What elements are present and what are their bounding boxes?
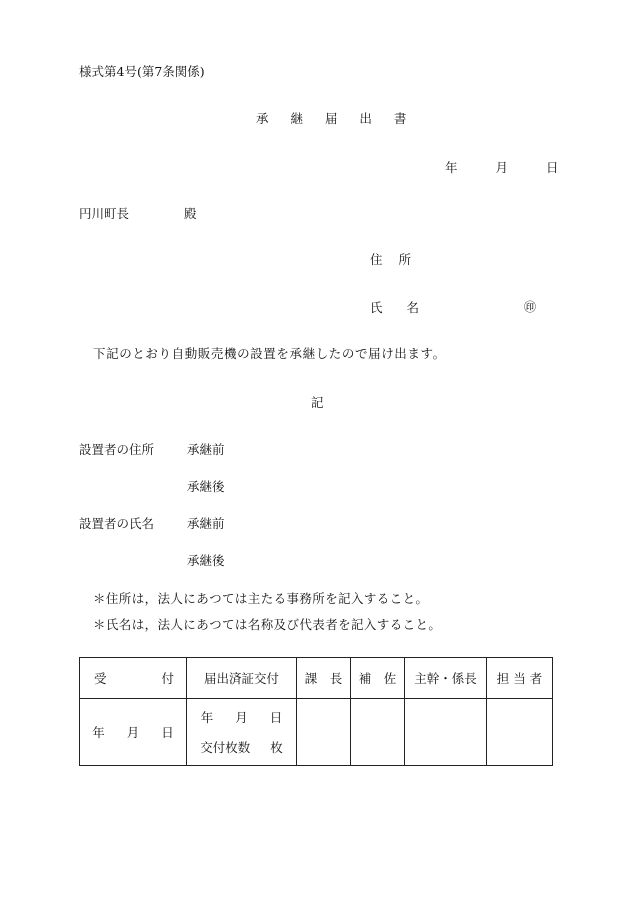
installer-address-before: 承継前: [187, 442, 225, 457]
received-month: 月: [126, 725, 140, 740]
staff-header: 担 当 者: [487, 658, 553, 699]
submission-date: [445, 162, 558, 175]
chief-clerk-stamp-cell: [405, 699, 487, 766]
section-chief-header: 課 長: [297, 658, 351, 699]
received-day: 日: [161, 725, 174, 740]
issued-header: 届出済証交付: [187, 658, 297, 699]
note-name: ＊氏名は，法人にあつては名称及び代表者を記入すること。: [93, 617, 442, 632]
installer-address-label: 設置者の住所: [79, 442, 155, 457]
date-day: 日: [545, 160, 559, 175]
chief-clerk-header: 主幹・係長: [405, 658, 487, 699]
office-use-table: [79, 657, 553, 766]
document-title: 承 継 届 出 書: [256, 111, 416, 126]
received-date-cell: [80, 699, 187, 766]
body-text: 下記のとおり自動販売機の設置を承継したので届け出ます。: [93, 346, 446, 361]
installer-name-label: 設置者の氏名: [79, 516, 155, 531]
applicant-name-label: 氏 名: [370, 300, 429, 315]
staff-stamp-cell: [487, 699, 553, 766]
assistant-header: 補 佐: [351, 658, 405, 699]
applicant-address-label: 住 所: [370, 252, 417, 267]
ki-heading: 記: [311, 395, 324, 410]
date-month: 月: [495, 160, 508, 175]
issue-month: 月: [235, 710, 248, 725]
assistant-stamp-cell: [351, 699, 405, 766]
issue-count-label: 交付枚数: [200, 740, 251, 755]
section-chief-stamp-cell: [297, 699, 351, 766]
seal-mark: ㊞: [524, 300, 537, 314]
addressee-name: 円川町長: [79, 206, 130, 221]
issue-year: 年: [200, 710, 214, 725]
addressee-honorific: 殿: [184, 206, 197, 221]
form-number: 様式第4号(第7条関係): [79, 64, 205, 79]
installer-name-before: 承継前: [187, 516, 225, 531]
received-header-1: 受: [94, 671, 107, 686]
issue-count-unit: 枚: [270, 740, 283, 755]
addressee: [79, 206, 197, 221]
issue-cell: [187, 699, 297, 766]
note-address: ＊住所は，法人にあつては主たる事務所を記入すること。: [93, 591, 429, 606]
issue-day: 日: [269, 710, 283, 725]
received-header-2: 付: [161, 671, 174, 686]
date-year: 年: [445, 160, 458, 175]
installer-address-after: 承継後: [187, 479, 225, 494]
received-year: 年: [92, 725, 105, 740]
received-header: [80, 658, 187, 699]
installer-name-after: 承継後: [187, 553, 225, 568]
